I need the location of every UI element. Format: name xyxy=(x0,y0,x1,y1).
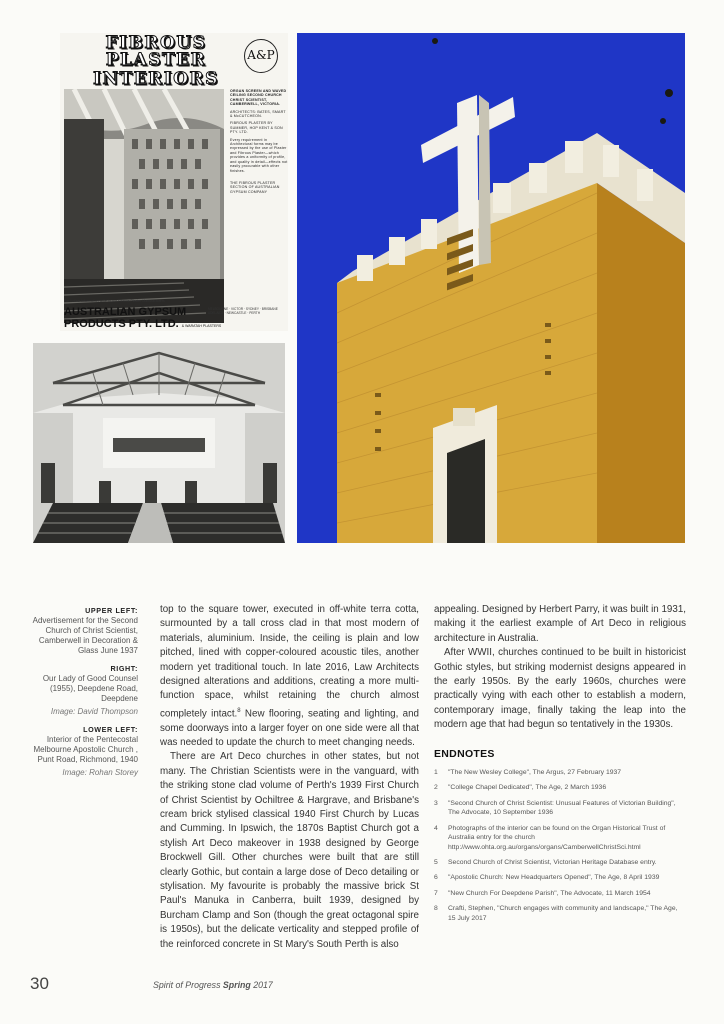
ad-places: MELBOURNE · VICTOR · SYDNEY · BRISBANE ADELAIDE · NEWCASTLE · PERTH xyxy=(208,307,278,315)
caption-right-text: Our Lady of Good Counsel (1955), Deepdene Road, Deepdene xyxy=(42,674,138,703)
caption-lower-left-heading: LOWER LEFT: xyxy=(83,725,138,734)
body-paragraph: There are Art Deco churches in other states, but not many. The Christian Scientists were in the vanguard, with the striking stone clad volume of Perth's 1939 First Church of Christ Scientist by Ochiltree & Hargrave, and Brisbane's cream brick stylised classical 1940 First Church by Lucas and Cumming. In Ipswich, the 1870s Baptist Church got a stylish Art Deco makeover in 1938 designed by George Brockwell Gill. Other churches were built that are still clearly Gothic, but contain a large dose of Deco detailing or stylisation. My favourite is probably the massive brick St Paul's Manuka in Canberra, built 1939, designed by Burcham Clamp and Son (though the great octagonal spire is 1950s), but the delicate verticality and stepped profile of the reinforced concrete in St Mary's South Perth is also xyxy=(160,751,419,950)
ad-caption: ORGAN SCREEN AND WAVED CEILING SECOND CHURCH CHRIST SCIENTIST, CAMBERWELL, VICTORIA. ARCHITECTS: BATES, SMART & McCUTCHEON. FIBROUS PLASTER BY SUMMER, HOP KENT & SON PTY. LTD. Every requirement in Architectural forms may be expressed by the use of Plaster and Fibrous Plaster—which provides a uniformity of profile, and quality in detail—effects not easily procurable with other finishes. THE FIBROUS PLASTER SECTION OF AUSTRALIAN GYPSUM COMPANY xyxy=(230,89,288,194)
endnote-item: 8 Crafti, Stephen, "Church engages with community and landscape," The Age, 15 July 2017 xyxy=(434,905,678,922)
ad-title: FIBROUS PLASTER INTERIORS xyxy=(93,33,219,89)
endnote-item: 3 "Second Church of Christ Scientist: Unusual Features of Victorian Building", The Advocate, 10 September 1936 xyxy=(434,799,676,817)
caption-right-credit: Image: David Thompson xyxy=(50,707,138,716)
image-captions xyxy=(20,606,138,778)
endnote-item: 7 "New Church For Deepdene Parish", The Advocate, 11 March 1954 xyxy=(434,889,651,897)
ad-footer: For further information write to our Fibrous Plaster Manufacturers AUSTRALIAN GYPSUM PRODUCTS PTY. LTD. & WARATAH PLASTERS xyxy=(60,299,288,332)
publication-footer: Spirit of Progress Spring 2017 xyxy=(153,980,273,990)
caption-right-heading: RIGHT: xyxy=(110,664,138,673)
endnote-item: 4 Photographs of the interior can be found on the Organ Historical Trust of Australia entry for the church http://www.ohta.org.au/organs/organs/CamberwellChristSci.html xyxy=(434,824,666,851)
endnotes-heading: ENDNOTES xyxy=(434,747,495,760)
caption-upper-left-text: Advertisement for the Second Church of Christ Scientist, Camberwell in Decoration & Glass June 1937 xyxy=(32,616,138,655)
body-paragraph: top to the square tower, executed in off-white terra cotta, surmounted by a tall cross clad in that most modern of materials, aluminium. Inside, the ceiling is plain and low pitched, lined with copper-coloured acoustic tiles, another modern yet traditional touch. In late 2016, Law Architects designed alterations and additions, creating a more multi-function space, whilst retaining the church almost completely intact.$^8$ New flooring, seating and lighting, and some doorways into a larger foyer on one side were all that was needed to update the church to meet changing needs. xyxy=(160,604,419,748)
endnote-item: 6 "Apostolic Church: New Headquarters Opened", The Age, 8 April 1939 xyxy=(434,874,660,882)
body-column-2 xyxy=(434,603,686,929)
body-paragraph: After WWII, churches continued to be built in historicist Gothic styles, but striking modernist designs appeared in the early 1950s. By the early 1960s, churches were practically vying with each other to establish a modern, contemporary image, finally taking the leap into the modern age that had begun so tentatively in the 1930s. xyxy=(434,647,686,731)
endnote-item: 2 "College Chapel Dedicated", The Age, 2 March 1936 xyxy=(434,784,607,792)
body-paragraph: appealing. Designed by Herbert Parry, it was built in 1931, making it the earliest example of Art Deco in religious architecture in Australia. xyxy=(434,604,686,644)
endnotes-list xyxy=(434,768,686,923)
page-number: 30 xyxy=(30,974,49,993)
advertisement xyxy=(60,33,288,331)
ad-company-name: AUSTRALIAN GYPSUM PRODUCTS PTY. LTD. & WARATAH PLASTERS xyxy=(64,306,222,330)
church-tower-photo xyxy=(297,33,685,543)
caption-upper-left-heading: UPPER LEFT: xyxy=(85,606,138,615)
caption-lower-left-credit: Image: Rohan Storey xyxy=(62,768,138,777)
endnote-item: 5 Second Church of Christ Scientist, Victorian Heritage Database entry. xyxy=(434,858,657,866)
body-column-1 xyxy=(160,603,419,952)
church-interior-photo xyxy=(33,343,285,543)
ad-organ-screen-photo xyxy=(64,89,224,323)
ad-logo: A&P xyxy=(244,39,278,73)
endnote-item: 1 "The New Wesley College", The Argus, 27 February 1937 xyxy=(434,769,622,777)
caption-lower-left-text: Interior of the Pentecostal Melbourne Apostolic Church , Punt Road, Richmond, 1940 xyxy=(33,735,138,764)
